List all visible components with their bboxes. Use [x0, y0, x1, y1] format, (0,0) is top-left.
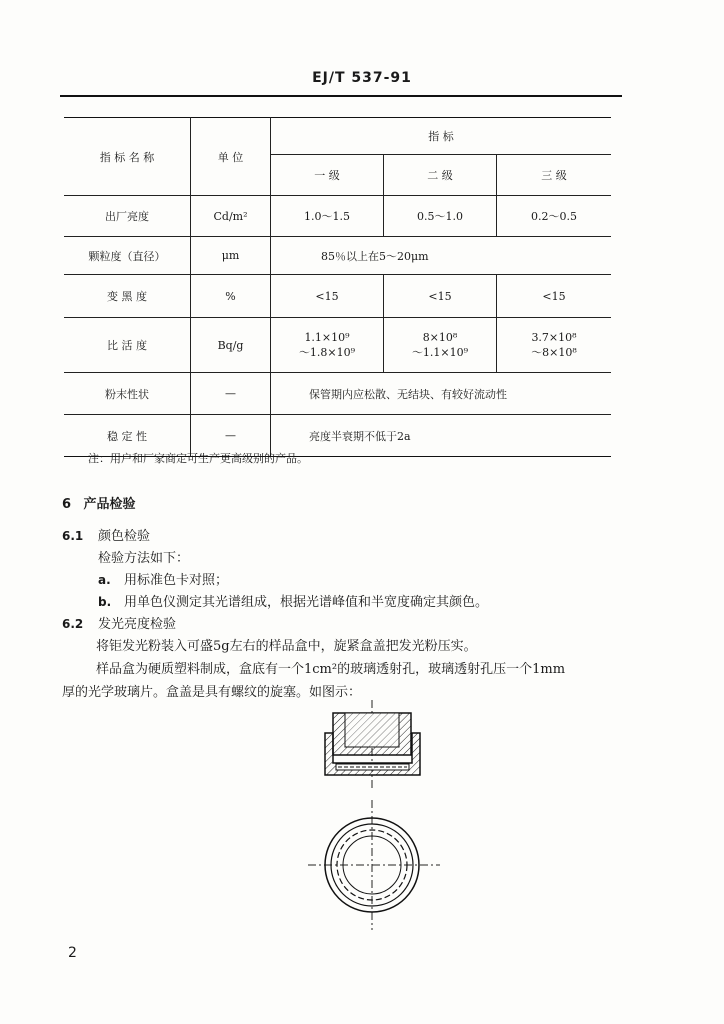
- top-view: [308, 800, 440, 930]
- row-unit: Bq/g: [191, 318, 271, 373]
- table-row: [64, 275, 611, 318]
- table-note: 注：用户和厂家商定可生产更高级别的产品。: [88, 452, 308, 465]
- table-row: [64, 318, 611, 373]
- list-text: 用单色仪测定其光谱组成，根据光谱峰值和半宽度确定其颜色。: [124, 595, 489, 610]
- value-line: ～1.1×10⁹: [411, 345, 469, 359]
- page-number: 2: [68, 945, 77, 961]
- cell-grade-3: [497, 318, 612, 373]
- list-text: 用标准色卡对照；: [124, 573, 229, 588]
- list-item: [98, 569, 228, 588]
- table-row: [64, 237, 611, 275]
- col-header-unit: 单 位: [191, 118, 271, 196]
- list-item: [98, 591, 488, 610]
- standard-code: EJ/T 537-91: [312, 70, 412, 86]
- row-name: 比 活 度: [64, 318, 191, 373]
- cell-grade-2: 0.5～1.0: [384, 196, 497, 237]
- table-row: [64, 373, 611, 415]
- row-name: 出厂亮度: [64, 196, 191, 237]
- row-name: 变 黑 度: [64, 275, 191, 318]
- row-unit: Cd/m²: [191, 196, 271, 237]
- col-header-index: 指 标: [271, 118, 612, 155]
- section-6-2-heading: [62, 613, 176, 632]
- cell-grade-1: <15: [271, 275, 384, 318]
- cell-grade-2: [384, 318, 497, 373]
- cell-grade-3: 0.2～0.5: [497, 196, 612, 237]
- col-header-name: 指 标 名 称: [64, 118, 191, 196]
- row-unit: %: [191, 275, 271, 318]
- paragraph: 样品盒为硬质塑料制成，盒底有一个1cm²的玻璃透射孔，玻璃透射孔压一个1mm: [96, 662, 566, 677]
- grade-1-header: 一 级: [271, 155, 384, 196]
- section-view: [325, 700, 420, 790]
- section-title: 产品检验: [83, 497, 136, 512]
- list-label: b.: [98, 595, 112, 609]
- section-number: 6: [62, 497, 72, 512]
- row-name: 稳 定 性: [64, 415, 191, 457]
- paragraph: 检验方法如下：: [98, 551, 190, 566]
- paragraph: 将钜发光粉装入可盛5g左右的样品盒中，旋紧盒盖把发光粉压实。: [96, 639, 477, 654]
- subsection-title: 颜色检验: [98, 529, 151, 544]
- section-6-heading: [62, 493, 135, 512]
- grade-2-header: 二 级: [384, 155, 497, 196]
- row-unit: —: [191, 373, 271, 415]
- subsection-number: 6.2: [62, 617, 84, 631]
- value-line: 8×10⁸: [422, 330, 458, 344]
- subsection-number: 6.1: [62, 529, 84, 543]
- paragraph: 厚的光学玻璃片。盒盖是具有螺纹的旋塞。如图示：: [62, 685, 362, 700]
- header-rule: [60, 95, 622, 97]
- row-name: 颗粒度（直径）: [64, 237, 191, 275]
- cell-grade-1: 1.0～1.5: [271, 196, 384, 237]
- section-6-1-heading: [62, 525, 150, 544]
- row-unit: μm: [191, 237, 271, 275]
- cell-grade-2: <15: [384, 275, 497, 318]
- row-name: 粉末性状: [64, 373, 191, 415]
- cell-span: 85％以上在5～20μm: [271, 237, 612, 275]
- cell-span: 保管期内应松散、无结块、有较好流动性: [271, 373, 612, 415]
- spec-table: [64, 117, 611, 457]
- cell-grade-1: [271, 318, 384, 373]
- grade-3-header: 三 级: [497, 155, 612, 196]
- subsection-title: 发光亮度检验: [98, 617, 177, 632]
- sample-box-diagram: [300, 695, 450, 940]
- table-row: [64, 196, 611, 237]
- value-line: 3.7×10⁸: [531, 330, 577, 344]
- value-line: 1.1×10⁹: [304, 330, 350, 344]
- row-unit: —: [191, 415, 271, 457]
- list-label: a.: [98, 573, 111, 587]
- value-line: ～8×10⁸: [531, 345, 577, 359]
- value-line: ～1.8×10⁹: [298, 345, 356, 359]
- cell-span: 亮度半衰期不低于2a: [271, 415, 612, 457]
- cell-grade-3: <15: [497, 275, 612, 318]
